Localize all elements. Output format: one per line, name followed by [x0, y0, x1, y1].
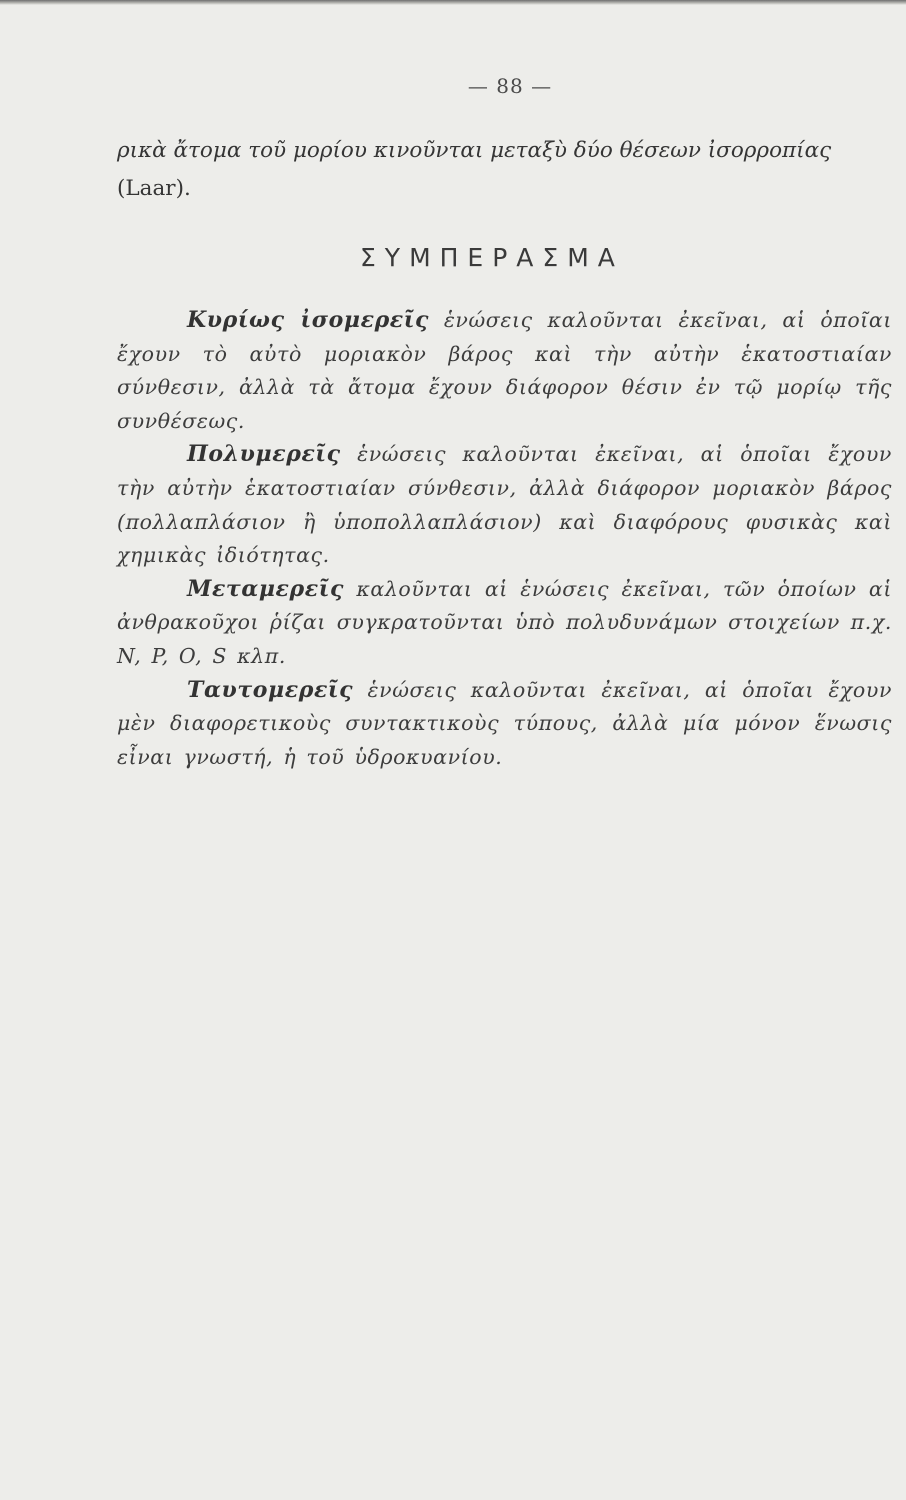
definition-paragraph [117, 573, 892, 674]
definition-text: ἑνώσεις καλοῦνται ἐκεῖναι, αἱ ὁποῖαι ἔχουν τὴν αὐτὴν ἑκατοστιαίαν σύνθεσιν, ἀλλὰ διάφορον μοριακὸν βάρος (πολλαπλάσιον ἢ ὑποπολλαπλάσιον) καὶ διαφόρους φυσικὰς καὶ χημικὰς ἰδιότητας. [117, 442, 892, 568]
page-number: — 88 — [467, 74, 553, 98]
definition-term: Μεταμερεῖς [187, 575, 344, 602]
definitions-list [117, 304, 892, 774]
continuation-text [117, 132, 897, 208]
definition-term: Ταυτομερεῖς [187, 676, 354, 703]
definition-term: Κυρίως ἰσομερεῖς [187, 307, 430, 333]
continuation-line-2: (Laar). [117, 176, 191, 201]
definition-text: ἑνώσεις καλοῦνται ἐκεῖναι, αἱ ὁποῖαι ἔχουν τὸ αὐτὸ μοριακὸν βάρος καὶ τὴν αὐτὴν ἑκατοστιαίαν σύνθεσιν, ἀλλὰ τὰ ἄτομα ἔχουν διάφορον θέσιν ἐν τῷ μορίῳ τῆς συνθέσεως. [117, 308, 892, 433]
definition-paragraph [117, 674, 892, 775]
definition-paragraph [117, 438, 892, 572]
definition-term: Πολυμερεῖς [187, 441, 341, 468]
definition-text: καλοῦνται αἱ ἑνώσεις ἐκεῖναι, τῶν ὁποίων αἱ ἀνθρακοῦχοι ῥίζαι συγκρατοῦνται ὑπὸ πολυδυνάμων στοιχείων π.χ. N, P, O, S κλπ. [117, 576, 892, 668]
continuation-line-1: ρικὰ ἄτομα τοῦ μορίου κινοῦνται μεταξὺ δύο θέσεων ἰσορροπίας [117, 138, 832, 163]
section-heading: ΣΥΜΠΕΡΑΣΜΑ [360, 243, 624, 272]
definition-paragraph [117, 304, 892, 438]
definition-text: ἑνώσεις καλοῦνται ἐκεῖναι, αἱ ὁποῖαι ἔχουν μὲν διαφορετικοὺς συντακτικοὺς τύπους, ἀλλὰ μία μόνον ἕνωσις εἶναι γνωστή, ἡ τοῦ ὑδροκυανίου. [117, 677, 893, 769]
